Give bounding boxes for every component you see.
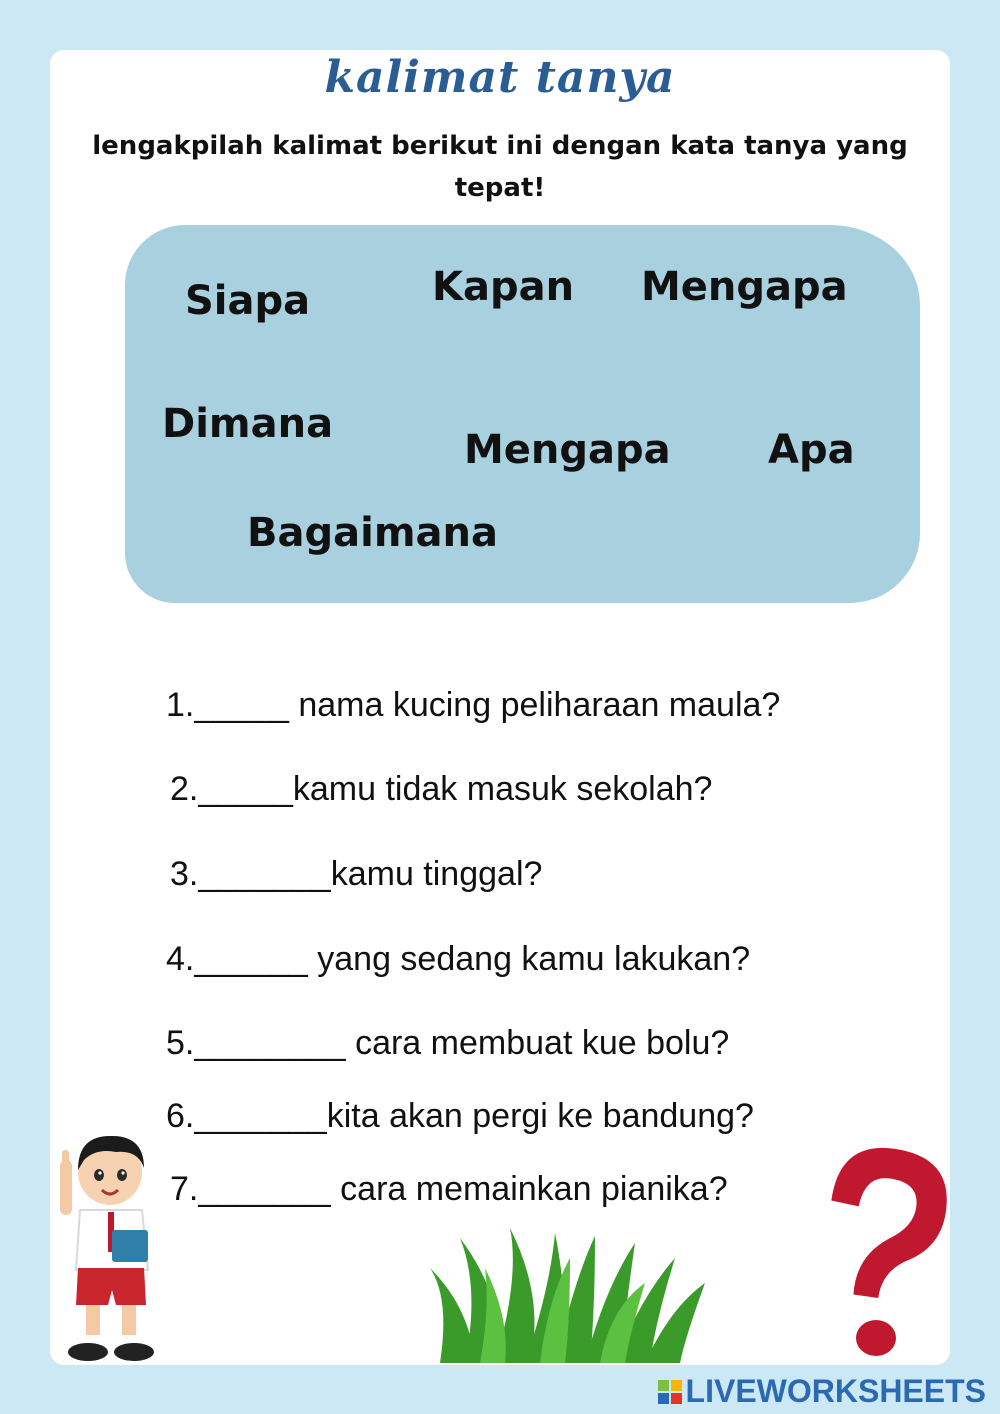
word-bank-item: Dimana [162,401,334,447]
question-mark-icon [808,1138,958,1363]
question-item: 2._____kamu tidak masuk sekolah? [170,770,713,808]
question-item: 5.________ cara membuat kue bolu? [166,1024,730,1062]
word-bank-item: Siapa [185,278,311,324]
word-bank-item: Mengapa [641,264,848,310]
word-bank-item: Mengapa [464,427,671,473]
question-item: 4.______ yang sedang kamu lakukan? [166,940,751,978]
question-item: 3._______kamu tinggal? [170,855,543,893]
word-bank-item: Bagaimana [247,510,498,556]
word-bank-item: Kapan [432,264,575,310]
question-item: 6._______kita akan pergi ke bandung? [166,1097,754,1135]
student-boy-illustration [52,1130,167,1365]
instruction-text: lengakpilah kalimat berikut ini dengan kata tanya yang tepat! [92,131,908,203]
grass-illustration [430,1228,705,1363]
question-item: 7._______ cara memainkan pianika? [170,1170,728,1208]
word-bank-item: Apa [768,427,855,473]
brand-name: LIVEWORKSHEETS [685,1373,986,1409]
question-item: 1._____ nama kucing peliharaan maula? [166,686,781,724]
liveworksheets-logo [658,1373,986,1410]
liveworksheets-logo-icon [658,1380,682,1404]
page-title: kalimat tanya [324,52,676,103]
